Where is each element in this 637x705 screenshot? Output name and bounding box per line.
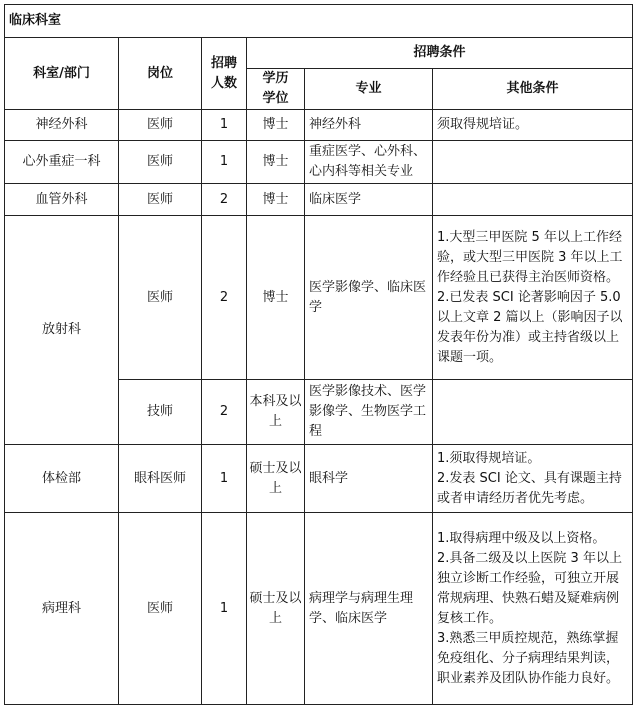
table-row — [5, 445, 633, 513]
cell-degree: 博士 — [247, 216, 305, 380]
cell-count: 2 — [202, 184, 247, 216]
cell-count: 1 — [202, 110, 247, 141]
cell-dept: 病理科 — [5, 513, 119, 705]
header-position: 岗位 — [119, 38, 202, 110]
header-count-line2: 人数 — [210, 75, 237, 91]
cell-other: 须取得规培证。 — [433, 110, 633, 141]
cell-position: 技师 — [119, 380, 202, 445]
cell-dept: 神经外科 — [5, 110, 119, 141]
header-degree-line2: 学位 — [262, 91, 289, 106]
header-conditions: 招聘条件 — [247, 38, 633, 69]
header-dept: 科室/部门 — [5, 38, 119, 110]
cell-other — [433, 380, 633, 445]
cell-major: 医学影像学、临床医学 — [305, 216, 433, 380]
table-row — [5, 216, 633, 380]
table-row — [5, 110, 633, 141]
table-row — [5, 513, 633, 705]
cell-degree: 本科及以上 — [247, 380, 305, 445]
cell-other: 1.取得病理中级及以上资格。 2.具备二级及以上医院 3 年以上独立诊断工作经验，可独立开展常规病理、快熟石蜡及疑难病例复核工作。 3.熟悉三甲质控规范，熟练掌握免疫组化、分子病理结果判读，职业素养及团队协作能力良好。 — [433, 513, 633, 705]
title-row — [5, 5, 633, 38]
header-major: 专业 — [305, 69, 433, 110]
cell-major: 医学影像技术、医学影像学、生物医学工程 — [305, 380, 433, 445]
cell-major: 眼科学 — [305, 445, 433, 513]
cell-count: 2 — [202, 380, 247, 445]
cell-degree: 硕士及以上 — [247, 513, 305, 705]
cell-other: 1.须取得规培证。 2.发表 SCI 论文、具有课题主持或者申请经历者优先考虑。 — [433, 445, 633, 513]
header-count — [202, 38, 247, 110]
header-other: 其他条件 — [433, 69, 633, 110]
table-title: 临床科室 — [5, 5, 633, 38]
table-row — [5, 184, 633, 216]
cell-degree: 博士 — [247, 184, 305, 216]
cell-degree: 硕士及以上 — [247, 445, 305, 513]
cell-dept: 心外重症一科 — [5, 141, 119, 184]
cell-major: 病理学与病理生理学、临床医学 — [305, 513, 433, 705]
cell-position: 眼科医师 — [119, 445, 202, 513]
cell-count: 1 — [202, 141, 247, 184]
cell-other — [433, 141, 633, 184]
cell-dept: 放射科 — [5, 216, 119, 445]
cell-degree: 博士 — [247, 141, 305, 184]
cell-other — [433, 184, 633, 216]
cell-dept: 体检部 — [5, 445, 119, 513]
cell-degree: 博士 — [247, 110, 305, 141]
cell-major: 临床医学 — [305, 184, 433, 216]
cell-major: 神经外科 — [305, 110, 433, 141]
header-degree — [247, 69, 305, 110]
cell-count: 2 — [202, 216, 247, 380]
cell-position: 医师 — [119, 513, 202, 705]
cell-position: 医师 — [119, 216, 202, 380]
cell-count: 1 — [202, 513, 247, 705]
cell-other: 1.大型三甲医院 5 年以上工作经验，或大型三甲医院 3 年以上工作经验且已获得主治医师资格。 2.已发表 SCI 论著影响因子 5.0 以上文章 2 篇以上（影响因子以发表年份为准）或主持省级以上课题一项。 — [433, 216, 633, 380]
header-degree-line1: 学历 — [262, 71, 289, 86]
cell-major: 重症医学、心外科、心内科等相关专业 — [305, 141, 433, 184]
table-row — [5, 141, 633, 184]
cell-count: 1 — [202, 445, 247, 513]
recruitment-table — [4, 4, 633, 705]
header-count-line1: 招聘 — [210, 55, 237, 71]
cell-position: 医师 — [119, 110, 202, 141]
cell-position: 医师 — [119, 141, 202, 184]
cell-dept: 血管外科 — [5, 184, 119, 216]
header-row-1 — [5, 38, 633, 69]
cell-position: 医师 — [119, 184, 202, 216]
